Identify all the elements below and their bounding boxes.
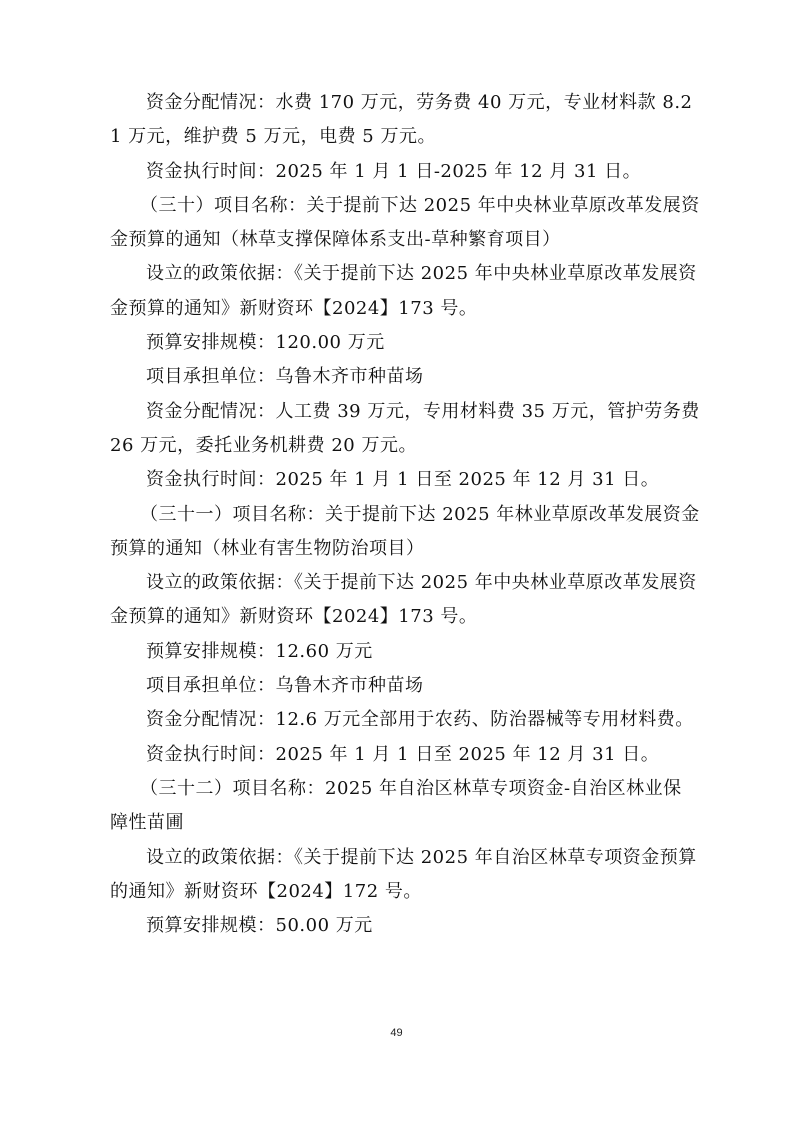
project-31-title: （三十一）项目名称：关于提前下达 2025 年林业草原改革发展资金预算的通知（林业有害生物防治项目） xyxy=(110,503,700,559)
budget-scale-paragraph: 预算安排规模：120.00 万元 xyxy=(146,332,385,354)
page-number: 49 xyxy=(390,1027,403,1039)
document-body xyxy=(110,86,700,943)
responsible-unit-paragraph: 项目承担单位：乌鲁木齐市种苗场 xyxy=(146,366,424,388)
execution-time-paragraph: 资金执行时间：2025 年 1 月 1 日至 2025 年 12 月 31 日。 xyxy=(146,469,660,491)
execution-time-paragraph: 资金执行时间：2025 年 1 月 1 日-2025 年 12 月 31 日。 xyxy=(146,160,642,182)
funding-allocation-paragraph: 资金分配情况：人工费 39 万元，专用材料费 35 万元，管护劳务费 26 万元，委托业务机耕费 20 万元。 xyxy=(110,400,700,456)
responsible-unit-paragraph: 项目承担单位：乌鲁木齐市种苗场 xyxy=(146,675,424,697)
funding-allocation-paragraph: 资金分配情况：12.6 万元全部用于农药、防治器械等专用材料费。 xyxy=(146,709,694,731)
execution-time-paragraph: 资金执行时间：2025 年 1 月 1 日至 2025 年 12 月 31 日。 xyxy=(146,743,660,765)
budget-scale-paragraph: 预算安排规模：50.00 万元 xyxy=(146,915,373,937)
project-30-title: （三十）项目名称：关于提前下达 2025 年中央林业草原改革发展资金预算的通知（林草支撑保障体系支出-草种繁育项目） xyxy=(110,194,700,251)
policy-basis-paragraph: 设立的政策依据：《关于提前下达 2025 年中央林业草原改革发展资金预算的通知》新财资环【2024】173 号。 xyxy=(110,263,697,319)
budget-scale-paragraph: 预算安排规模：12.60 万元 xyxy=(146,640,373,662)
funding-allocation-paragraph: 资金分配情况：水费 170 万元，劳务费 40 万元，专业材料款 8.21 万元，维护费 5 万元，电费 5 万元。 xyxy=(110,92,693,148)
project-32-title: （三十二）项目名称：2025 年自治区林草专项资金-自治区林业保障性苗圃 xyxy=(110,777,682,834)
policy-basis-paragraph: 设立的政策依据：《关于提前下达 2025 年自治区林草专项资金预算的通知》新财资环【2024】172 号。 xyxy=(110,846,697,902)
policy-basis-paragraph: 设立的政策依据：《关于提前下达 2025 年中央林业草原改革发展资金预算的通知》新财资环【2024】173 号。 xyxy=(110,572,697,628)
